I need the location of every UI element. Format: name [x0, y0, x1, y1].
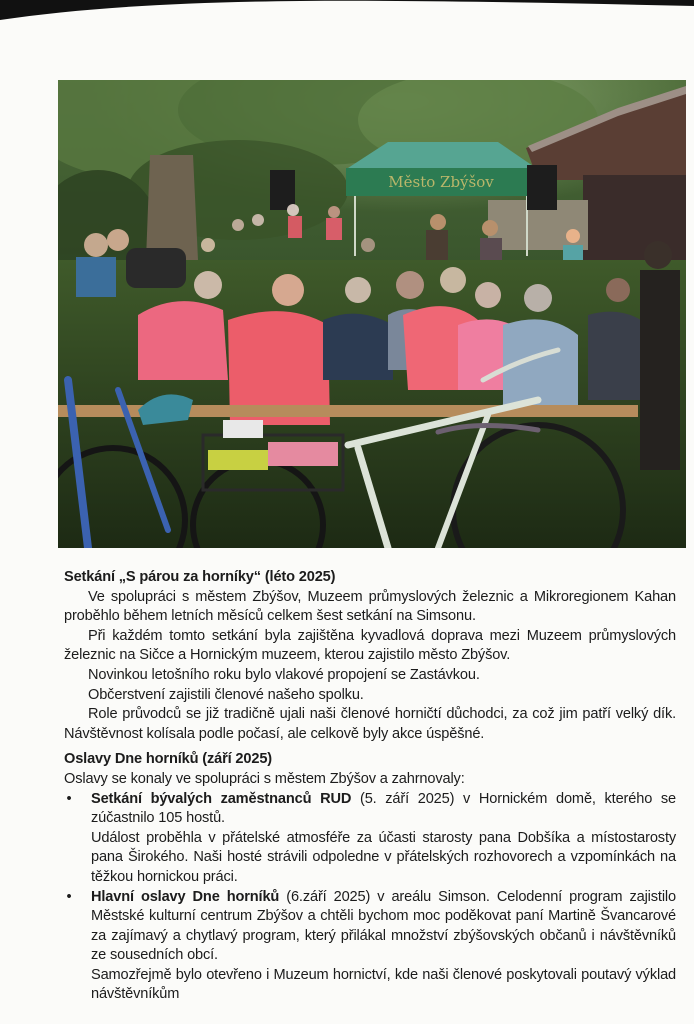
item-title-rest: (6.září 2025) v areálu Simson. Celodenní program zajistilo Městské kulturní centrum Zbýšov a chtěli bychom moc poděkovat paní Martině Švancarové za zajímavý a chytlavý program, který přilákal množství zbýšovských občanů i návštěvníků ze sousedních obcí.: [91, 888, 676, 964]
section-heading-oslavy: Oslavy Dne horníků (září 2025): [64, 751, 273, 768]
section-heading-s-parou: Setkání „S párou za horníky“ (léto 2025): [64, 569, 336, 585]
item-title-rest: (5. září 2025) v Hornickém domě, kterého se zúčastnilo 105 hostů.: [91, 790, 676, 827]
paragraph: Ve spolupráci s městem Zbýšov, Muzeem průmyslových železnic a Mikroregionem Kahan proběhlo během letních měsíců celkem šest setkání na Simsonu.: [64, 588, 676, 625]
item-title: Hlavní oslavy Dne horníků: [91, 888, 280, 905]
paragraph: Občerstvení zajistili členové našeho spolku.: [88, 686, 364, 703]
event-photo: [58, 80, 686, 548]
scan-edge-shadow: [0, 0, 694, 22]
tree-trunk: [146, 155, 198, 260]
bullet-icon: •: [66, 888, 72, 905]
paragraph: Při každém tomto setkání byla zajištěna kyvadlová doprava mezi Muzeem průmyslových železnic na Sičce a Hornickým muzeem, kterou zajistilo město Zbýšov.: [64, 627, 676, 664]
item-title: Setkání bývalých zaměstnanců RUD: [91, 790, 352, 807]
paragraph: Novinkou letošního roku bylo vlakové propojení se Zastávkou.: [88, 666, 480, 683]
paragraph: Role průvodců se již tradičně ujali naši členové horničtí důchodci, za což jim patří velký dík. Návštěvnost kolísala podle počasí, ale celkově byly akce úspěšné.: [64, 706, 676, 742]
speaker-left: [270, 170, 295, 210]
event-list: [64, 790, 676, 1006]
tent-banner-text: Město Zbýšov: [388, 173, 494, 191]
bullet-icon: •: [66, 790, 72, 807]
section-intro: Oslavy se konaly ve spolupráci s městem Zbýšov a zahrnovaly:: [64, 770, 465, 787]
list-item: [64, 888, 676, 1006]
list-item: [64, 790, 676, 888]
item-detail: Událost proběhla v přátelské atmosféře za účasti starosty pana Dobšíka a místostarosty pana Širokého. Naši hosté strávili odpoledne v přátelských rozhovorech a vzpomínkách na těžkou hornickou práci.: [91, 829, 676, 885]
article-body: [64, 568, 676, 1005]
speaker-right: [527, 165, 557, 210]
item-detail: Samozřejmě bylo otevřeno i Muzeum hornictví, kde naši členové poskytovali poutavý výklad návštěvníkům: [91, 966, 676, 1003]
